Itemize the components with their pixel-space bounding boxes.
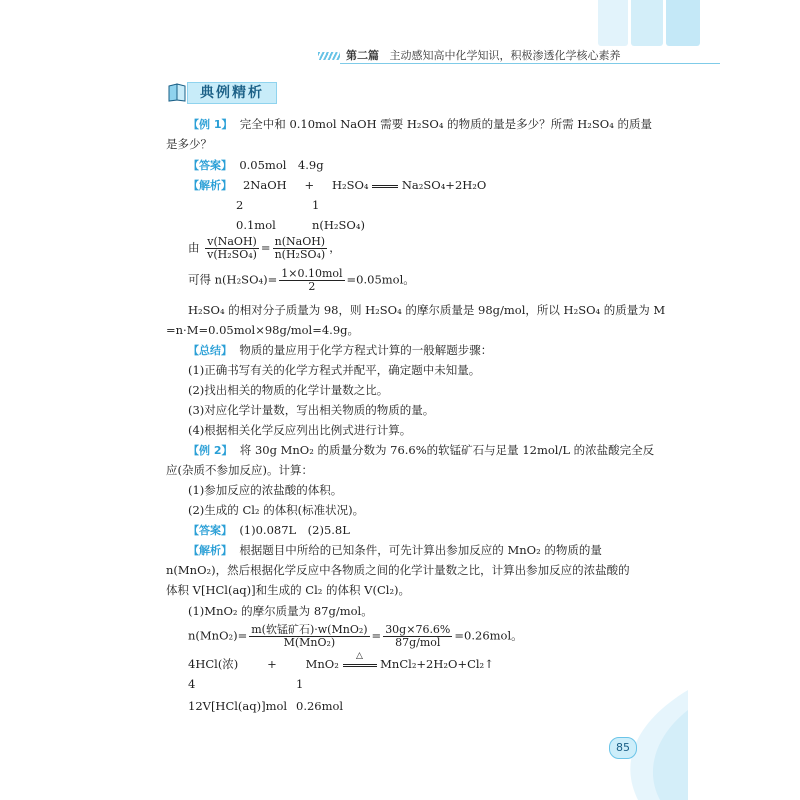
ex1-equation	[188, 177, 486, 194]
ex1-calc-num: 1×0.10mol	[281, 267, 343, 280]
ex1-frac1-num: v(NaOH)	[205, 236, 259, 249]
ex1-calc-den: 2	[308, 280, 316, 293]
ex2-frac2-num: 30g×76.6%	[385, 623, 451, 636]
summary-label: 【总结】	[188, 344, 232, 357]
ex1-calc-end: =0.05mol。	[346, 272, 415, 287]
ex2-eq-arrow	[343, 650, 377, 667]
ex1-amount-row	[236, 217, 365, 233]
ex2-analysis-line3: 体积 V[HCl(aq)]和生成的 Cl₂ 的体积 V(Cl₂)。	[166, 583, 411, 597]
header-decor-bar-1	[598, 0, 628, 46]
ex1-amount-a: 0.1mol	[236, 218, 276, 232]
ex1-ratio-equation	[188, 236, 341, 261]
ex2-frac1-num: m(软锰矿石)·w(MnO₂)	[251, 623, 368, 636]
ex2-answer	[188, 522, 350, 539]
ex2-ratio-row	[188, 676, 303, 692]
ex2-n-calc	[188, 624, 523, 649]
summary-step: (1)正确书写有关的化学方程式并配平，确定题中未知量。	[188, 363, 481, 377]
ex2-analysis-line4: (1)MnO₂ 的摩尔质量为 87g/mol。	[188, 604, 373, 618]
ex2-frac2-den: 87g/mol	[395, 636, 441, 649]
ex2-amount-b: 0.26mol	[296, 699, 344, 713]
summary-step: (3)对应化学计量数，写出相关物质的物质的量。	[188, 403, 435, 417]
ex2-question-line1	[188, 442, 654, 459]
ex2-frac1-den: M(MnO₂)	[283, 636, 336, 649]
ex2-n-eq: =	[371, 628, 382, 643]
ex2-eq-plus: +	[267, 657, 277, 671]
ex2-eq-condition: △	[356, 650, 363, 661]
page-number: 85	[609, 737, 637, 759]
summary-step: (4)根据相关化学反应列出比例式进行计算。	[188, 423, 412, 437]
header-stripes-icon	[318, 52, 340, 60]
ex1-coef-a: 2	[236, 198, 244, 212]
ex1-calc	[188, 268, 415, 293]
ex2-question-part1: (1)参加反应的浓盐酸的体积。	[188, 483, 343, 497]
ex2-n-end: =0.26mol。	[454, 628, 523, 643]
ex1-frac2-num: n(NaOH)	[273, 236, 328, 249]
ex1-eq-reactant-b: H₂SO₄	[331, 178, 369, 192]
ex1-ratio-end: ，	[329, 240, 341, 255]
ex1-fraction-1	[205, 236, 259, 261]
ex2-equation	[188, 650, 494, 672]
ex2-fraction-1	[249, 624, 369, 649]
ex2-n-prefix: n(MnO₂)=	[188, 628, 248, 643]
ex1-frac2-den: n(H₂SO₄)	[274, 248, 326, 261]
summary-intro	[188, 342, 492, 359]
ex1-eq-reactant-a: 2NaOH	[242, 178, 287, 192]
ex2-eq-products: MnCl₂+2H₂O+Cl₂↑	[380, 657, 494, 671]
ex1-answer-text: 0.05mol 4.9g	[239, 158, 324, 172]
ex2-analysis-line1	[188, 542, 602, 559]
summary-intro-text: 物质的量应用于化学方程式计算的一般解题步骤：	[239, 343, 493, 357]
ex1-eq-arrow	[372, 185, 398, 188]
ex1-mass-line2: =n·M=0.05mol×98g/mol=4.9g。	[166, 323, 360, 337]
book-icon	[167, 82, 189, 102]
header-rule	[340, 63, 720, 64]
ex1-coef-b: 1	[312, 198, 320, 212]
header-title: 主动感知高中化学知识，积极渗透化学核心素养	[389, 49, 621, 62]
ex1-ratio-row	[236, 197, 319, 213]
ex2-answer-text: (1)0.087L (2)5.8L	[239, 523, 350, 537]
answer-label: 【答案】	[188, 524, 232, 537]
ex2-fraction-2	[383, 624, 452, 649]
ex1-ratio-prefix: 由	[188, 240, 200, 255]
ex2-eq-double-line	[343, 664, 377, 667]
analysis-label: 【解析】	[188, 544, 232, 557]
ex2-question-part2: (2)生成的 Cl₂ 的体积(标准状况)。	[188, 503, 365, 517]
ex1-label: 【例 1】	[188, 118, 233, 131]
ex1-calc-prefix: 可得 n(H₂SO₄)=	[188, 272, 278, 287]
ex2-eq-reactant-a: 4HCl(浓)	[188, 657, 239, 671]
ex1-eq-plus: +	[304, 178, 315, 192]
ex1-fraction-2	[273, 236, 328, 261]
ex2-amount-row	[188, 698, 343, 714]
ex2-coef-a: 4	[188, 677, 196, 691]
analysis-label: 【解析】	[188, 179, 232, 192]
ex2-analysis-text: 根据题目中所给的已知条件，可先计算出参加反应的 MnO₂ 的物质的量	[239, 543, 602, 557]
ex2-label: 【例 2】	[188, 444, 233, 457]
running-header	[318, 47, 720, 67]
ex2-question-text: 将 30g MnO₂ 的质量分数为 76.6%的软锰矿石与足量 12mol/L 的浓盐酸完全反	[239, 443, 655, 457]
ex1-ratio-eq: =	[260, 240, 271, 255]
ex1-calc-fraction	[279, 268, 344, 293]
ex1-mass-line1: H₂SO₄ 的相对分子质量为 98，则 H₂SO₄ 的摩尔质量是 98g/mol，所以 H₂SO₄ 的质量为 M	[188, 303, 666, 317]
ex2-analysis-line2: n(MnO₂)，然后根据化学反应中各物质之间的化学计量数之比，计算出参加反应的浓盐酸的	[166, 563, 630, 577]
header-part: 第二篇	[346, 49, 379, 62]
ex2-amount-a: 12V[HCl(aq)]mol	[188, 699, 288, 713]
section-heading	[167, 82, 277, 102]
answer-label: 【答案】	[188, 159, 232, 172]
ex1-question-line2: 是多少？	[166, 137, 212, 151]
ex2-question-line2: 应(杂质不参加反应)。计算：	[166, 463, 313, 477]
ex2-eq-reactant-b: MnO₂	[305, 657, 339, 671]
ex1-frac1-den: v(H₂SO₄)	[207, 248, 257, 261]
section-title: 典例精析	[187, 82, 277, 104]
ex1-answer	[188, 157, 324, 174]
header-decor-bar-2	[631, 0, 663, 46]
ex1-question-text: 完全中和 0.10mol NaOH 需要 H₂SO₄ 的物质的量是多少？所需 H₂SO₄ 的质量	[239, 117, 652, 131]
ex1-amount-b: n(H₂SO₄)	[312, 218, 365, 232]
ex1-question-line1	[188, 116, 652, 133]
header-decor-bar-3	[666, 0, 700, 46]
ex2-coef-b: 1	[296, 677, 304, 691]
ex1-eq-products: Na₂SO₄+2H₂O	[401, 178, 487, 192]
summary-step: (2)找出相关的物质的化学计量数之比。	[188, 383, 389, 397]
